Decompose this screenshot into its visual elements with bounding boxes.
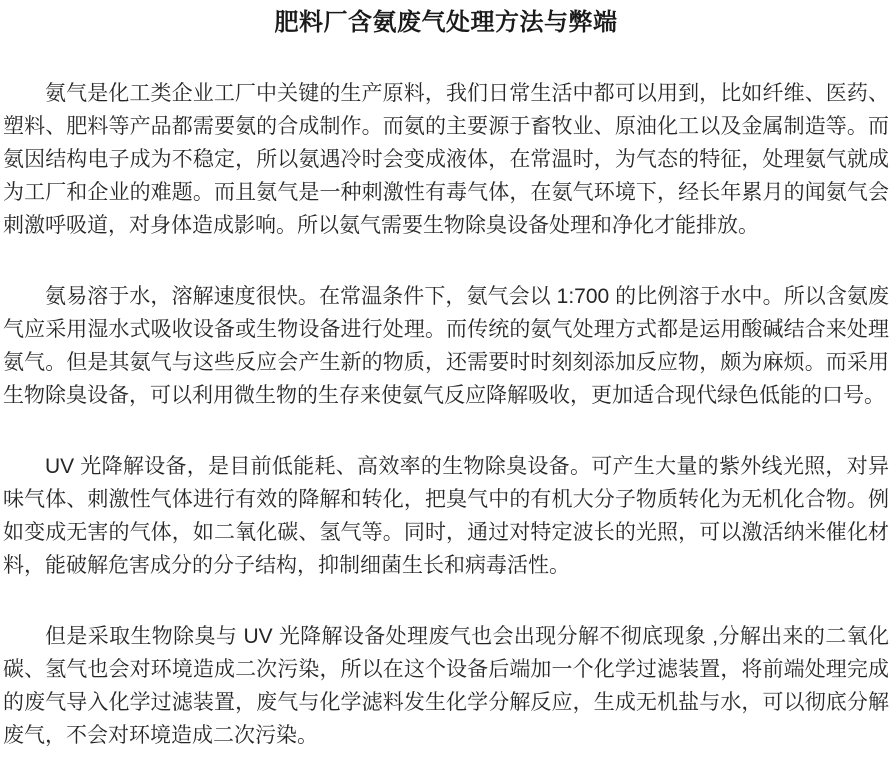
document-body xyxy=(3,77,889,752)
paragraph-uv-photolysis: UV 光降解设备，是目前低能耗、高效率的生物除臭设备。可产生大量的紫外线光照，对异味气体、刺激性气体进行有效的降解和转化，把臭气中的有机大分子物质转化为无机化合物。例如变成无害的气体，如二氧化碳、氢气等。同时，通过对特定波长的光照，可以激活纳米催化材料，能破解危害成分的分子结构，抑制细菌生长和病毒活性。 xyxy=(3,455,889,577)
paragraph-water-solubility: 氨易溶于水，溶解速度很快。在常温条件下，氨气会以 1:700 的比例溶于水中。所以含氨废气应采用湿水式吸收设备或生物设备进行处理。而传统的氨气处理方式都是运用酸碱结合来处理氨气。但是其氨气与这些反应会产生新的物质，还需要时时刻刻添加反应物，颇为麻烦。而采用生物除臭设备，可以利用微生物的生存来使氨气反应降解吸收，更加适合现代绿色低能的口号。 xyxy=(3,285,889,407)
document-title: 肥料厂含氨废气处理方法与弊端 xyxy=(274,9,618,36)
paragraph-ammonia-intro: 氨气是化工类企业工厂中关键的生产原料，我们日常生活中都可以用到，比如纤维、医药、塑料、肥料等产品都需要氨的合成制作。而氨的主要源于畜牧业、原油化工以及金属制造等。而氨因结构电子成为不稳定，所以氨遇冷时会变成液体，在常温时，为气态的特征，处理氨气就成为工厂和企业的难题。而且氨气是一种刺激性有毒气体，在氨气环境下，经长年累月的闻氨气会刺激呼吸道，对身体造成影响。所以氨气需要生物除臭设备处理和净化才能排放。 xyxy=(3,82,889,237)
paragraph-drawbacks-chemical-filter: 但是采取生物除臭与 UV 光降解设备处理废气也会出现分解不彻底现象 ,分解出来的二氧化碳、氢气也会对环境造成二次污染，所以在这个设备后端加一个化学过滤装置，将前端处理完成的废气导入化学过滤装置，废气与化学滤料发生化学分解反应，生成无机盐与水，可以彻底分解废气，不会对环境造成二次污染。 xyxy=(3,625,889,747)
